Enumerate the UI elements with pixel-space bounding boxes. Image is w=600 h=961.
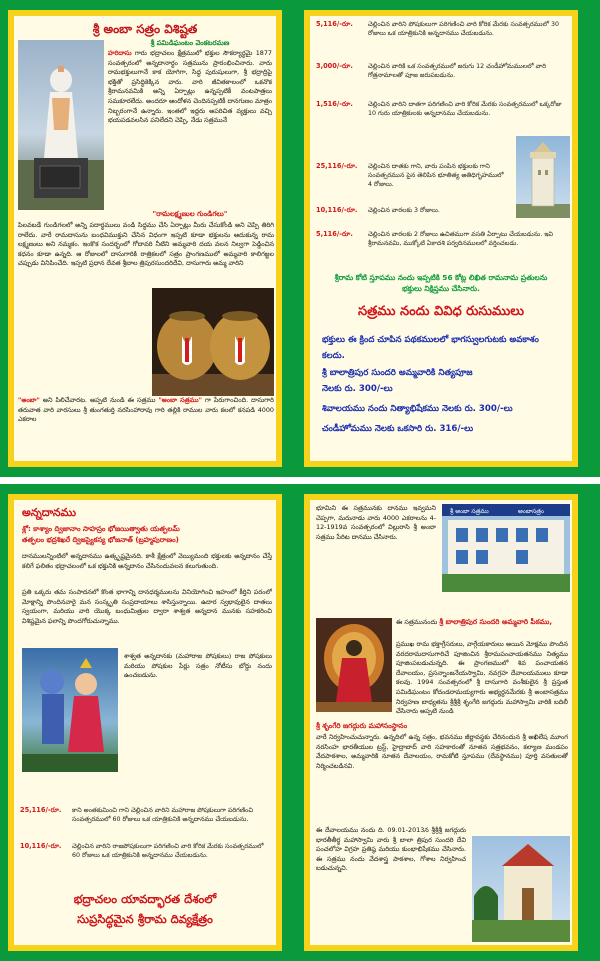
founder-title: హరిదాసు [108,49,132,57]
donation-amount: 5,116/-రూ. [316,20,353,28]
donation-row [310,20,572,50]
history-paragraph-1 [108,49,272,209]
donation-row [310,100,572,130]
history-paragraph-3 [18,302,148,398]
fee-item-nitya-puja-amount: నెలకు రు. 300/-లు [322,384,393,394]
history-text-3b: గా పేరుగాంచింది. దాసుగారి తరువాత వారి వారసులు శ్రీ తుంగతుర్తి నరసింహారావు గారి తల్లికి రాముల వారు కలలో కనపడి 4000 ఎకరాల [18,396,274,424]
rama-koti-note: శ్రీరామ కోటి స్తూపము నందు ఇప్పటికి 56 కోట్ల లిఖిత రామనామ ప్రతులను భక్తులు నిక్షిప్తము చేసినారు. [334,273,548,293]
annadanam-paragraph-2: ప్రతి ఒక్కరు తమ సంపాదనలో కొంత భాగాన్ని దానధర్మములను వినియోగించి ఇహంలో కీర్తిని పరంలో మోక్షాన్ని పొందినవారై మన సంస్కృతి సంప్రదాయాలు శాసిస్తున్నాయి. ఉదార స్వభావులైన దాతలు స్వయంగా, మరియు వారి యొక్క బంధుమిత్రుల ద్వారా శాశ్వత అన్నదాన మునకు సహకరించి విశిష్టమైన ఫలాన్ని పొందగోరుచున్నాము. [22,588,272,625]
fee-item-abhishekam: శివాలయము నందు నిత్యాభిషేకము నెలకు రు. 300/-లు [322,404,513,414]
pots-highlight: "రామలక్ష్మణుల గుండిగలు" [152,210,228,218]
footer-line-2: సుప్రసిద్ధమైన శ్రీరామ దివ్యక్షేత్రం [77,912,213,926]
panel-donation-schemes [304,10,578,467]
temple-illustration [472,836,570,942]
stupa-illustration [516,136,570,218]
new-building-paragraph: వారే నిర్వహించుచున్నారు. ఉన్నదిలో ఉన్న సత్రం, భవనము జీర్ణావస్థకు చేరినందున శ్రీ అఖిలేష మూంగ నరసింహ భారతీయుల ట్రస్ట్, హైద్రాబాద్ వారి సహకారంతో నూతన సత్రభవనం, కల్యాణ మండపం వేదపాఠశాల, అమ్మవారికి నూతన దేవాలయం, రామకోటి స్తూపము (దేవస్థానము) పూర్తి వసతులతో నిర్మించబడినవి. [316,733,568,770]
sloka-line-2: తత్ఫలం భద్రశిఖరే ద్విజస్యైకస్య భోజనాత్ (బ్రహ్మపురాణం) [22,536,179,544]
donation-description: చెల్లించిన వారలకు 3 రోజులు. [368,207,440,214]
donation-amount: 1,516/-రూ. [316,100,353,108]
donation-row [310,206,510,216]
brass-pots-illustration [152,288,274,396]
satram-building-photo [442,504,570,592]
brochure-sheet-bottom [0,484,600,961]
history-text-3a: అని పిలిచేవారట. అప్పటి నుండి ఈ సత్రము [42,396,156,404]
peetham-paragraph: ప్రముఖ రామ భక్తాగ్రేసరులు, వాగ్గేయకారులు అయిన మోక్షము పొందిన వరదరామదాసుగారిచే పూజించిన శ్రీరామపంచాయతనము నిత్యము పూజింపబడుచున్నది. ఈ ప్రాంగణములో శివ పంచాయతన దేవాలయం, ప్రసన్నాంజనేయస్వామి, నవగ్రహ దేవాలయములు కూడా కలవు. 1994 సంవత్సరంలో శ్రీ దాసుగారి వంశీకులైన శ్రీ ప్రస్తుత పమిడిఘంటం కోదండరామయ్యగారు అభ్యర్థనమేరకు శ్రీ అంబాసత్రము నిర్వహణ బాధ్యతను శ్రీశ్రీశ్రీ శృంగేరి జగద్గురు మహాస్వామి వారికి బదిలీ చేసినారు అప్పటి నుండి [396,640,568,716]
annadanam-paragraph-1: దానములన్నింటిలో అన్నదానము ఉత్కృష్టమైనది. కాశీ క్షేత్రంలో వెయ్యిమంది భక్తులకు అన్నదానం చేస్తే కలిగే ఫలితం భద్రాచలంలో ఒక భక్తునికి అన్నదానం చేసినందువలన కలుగుతుంది. [22,552,272,570]
donation-row [310,230,572,254]
sringeri-math-name: శ్రీ శృంగేరి జగద్గురు మహాసంస్థానం [316,722,408,730]
annadanam-title: అన్నదానము [22,506,77,519]
donation-description: చెల్లించిన వారలకు 2 రోజులు ఉచితముగా వసతి ఏర్పాటు చేయబడును. ఇవి శ్రీరామనవమి, ముక్కోటి ఏకాదశి పర్వదినములలో వర్తించబడు. [368,231,554,247]
statue-photo [18,40,104,210]
fee-item-chandi-homam: చండీహోమము నెలకు ఒకసారి రు. 316/-లు [322,424,474,434]
donation-row [14,806,276,836]
donation-row [310,62,572,84]
donation-amount: 25,116/-రూ. [316,162,358,170]
panel-annadanam [8,494,282,951]
stupa-photo [516,136,570,218]
amba-satram-quote: "అంబా సత్రము" [158,396,202,404]
panel-amba-satram-history [8,10,282,467]
donation-amount: 3,000/-రూ. [316,62,353,70]
building-illustration [442,504,570,592]
board-right: అంబాసత్రం [518,508,545,515]
temple-consecration-paragraph: ఈ దేవాలయము నందు ది. 09.01-2013న శ్రీశ్రీశ్రీ జగద్గురు భారతీతీర్థ మహాస్వామి వారు శ్రీ బాలా త్రిపుర సుందరి దేవి పంచలోహ విగ్రహ ప్రతిష్ఠ మరియు కుంభాభిషేకము చేసినారు. ఈ సత్రము నందు వేదశాస్త్ర పాఠశాల, గోశాల నిర్వహించ బడుచున్నవి. [316,826,466,873]
board-left: శ్రీ అంబా సత్రము [450,508,489,515]
history-paragraph-4 [18,396,274,466]
annadanam-paragraph-3: శాశ్వత అన్నదానకు (మహారాజ పోషకులు) రాజ పోషకులు మరియు పోషకుల పేర్లు సత్రం నోటీసు బోర్డు నందు ఉంచబడును. [124,652,272,680]
peetham-lead: ఈ సత్రమునందు [396,618,438,626]
history-paragraph-2: పిలవబడే గుండిగలలో అన్ని పదార్థములు వండి సిద్ధము చేసి ఏర్పాట్లు మీరు చేసుకోండి అని చెప్పి తిరిగి రాలేదు. వారే రామదాసును బంధవిముక్తుని చేసిన విధంగా ఇప్పటి కూడా భక్తులను ఆదుకున్న రామ లక్ష్మణులు అని నమ్మకం. ఇంకొక సందర్భంలో గోదావరి నీటిని అమ్మవారి దయ వలన నిల్వగా పెడ్డించిన కధనం కూడా ఉన్నది. ఆ రోజులలో దాసుగారికి రాత్రికలలో సత్రం ప్రాంగణములో అమ్మవారి కాలిగజ్జల చప్పుడు వినిపించేది. ఇప్పటి ప్రధాన దేవత శ్రీబాల త్రిపురసుందరిదేవి, దాసుగారు అమ్మ వారిని [18,221,274,268]
statue-figure [18,40,104,210]
ammavari-deity-photo [316,618,392,712]
donation-description: చెల్లించిన వారిని రాజపోషకులుగా పరిగణించి వారి కోరిక మేరకు సంవత్సరములో 60 రోజులు ఒక యాత్రికునికి అన్నదానము చేయబడును. [72,843,264,859]
land-donation-paragraph: భూమిని ఈ సత్రమునకు దానము ఇవ్వమని చెప్పగా, మరునాడు వారు 4000 ఎకరాలను 4-12-1919వ సంవత్సరంలో విల్లురాసి శ్రీ అంబా సత్రము పేరిట దానము చేసినారు. [316,504,436,541]
brochure-sheet-top [0,0,600,477]
amba-quote: "అంబా" [18,396,40,404]
sringeri-math-line [316,722,568,732]
donation-row [310,162,510,192]
donation-amount: 10,116/-రూ. [20,842,62,850]
fees-heading: సత్రము నందు వివిధ రుసుములు [358,304,524,319]
history-text-1: గారు భద్రాచలం క్షేత్రములో భక్తుల సౌకర్యార్థమై 1877 సంవత్సరంలో అన్నదానార్థం సత్రమును ప్రారంభించినారు. వారు రామభక్తులుగానే కాక యోగిగా, సిద్ధ పురుషులుగా, శ్రీ భద్రాద్రిపై భక్తితో ప్రసిద్ధికెక్కిన వారు. వారి జీవితకాలంలో ఒకనొక శ్రీరామనవమికి అన్ని ఏర్పాట్లు ఉన్నప్పటికీ వంటపాత్రలు సమకూరలేదు. అందరూ ఆందోళన చెందినప్పటికీ దానగుణం మాత్రం నిబ్బరంగానే ఉన్నారు. ఇంతలో ఇద్దరు అపరిచిత వ్యక్తులు వచ్చి భయపడవలసిన పనిలేదని చెప్పి, నేడు సత్రమునే [108,49,272,125]
page-title: శ్రీ అంబా సత్రం విశిష్టత [92,22,198,36]
ammavari-illustration [316,618,392,712]
footer-line-1: భద్రాచలం యావద్భారత దేశంలో [73,892,217,906]
sloka-label: శ్లో: [22,525,31,533]
deity-illustration [22,648,118,772]
donation-description: చెల్లించిన వారికి ఒక సంవత్సరములో జరుగు 12 చండీహోమములలో వారి గోత్రనామాలతో పూజ జరుపబడును. [368,63,546,79]
donation-row [14,842,276,872]
donation-description: చెల్లించిన దాతకు గాని, వారు పంపిన భక్తులకు గాని సంవత్సరమున పైన తెలిపిన భూతిత్య అతిధిగృహములో 4 రోజులు. [368,163,504,188]
donation-description: చెల్లించిన వారిని దాతగా పరిగణించి వారి కోరిక మేరకు సంవత్సరములో ఒక్కరోజు 10 గురు యాత్రికులకు అన్నదానము చేయబడును. [368,101,562,117]
donation-description: చెల్లించిన వారిని పోషకులుగా పరిగణించి వారి కోరిక మేరకు సంవత్సరములో 30 రోజులు ఒక యాత్రికునికి అన్నదానము చేయబడును. [368,21,559,37]
sloka [22,524,272,546]
peetham-name: శ్రీ బాలాత్రిపుర సుందరి అమ్మవారి పీఠము, [439,618,553,626]
donation-amount: 25,116/-రూ. [20,806,62,814]
sloka-line-1: కాశ్యాం ద్విజానాం సాహస్రం భోజయిత్వాతు యత్ఫలమ్ [33,525,180,533]
donation-amount: 5,116/-రూ. [316,230,353,238]
brass-pots-photo [152,288,274,396]
fee-item-nitya-puja: శ్రీ బాలాత్రిపుర సుందరి అమ్మవారికి నిత్యపూజ [322,368,473,378]
deity-painting [22,648,118,772]
panel-satram-land [304,494,578,951]
donation-amount: 10,116/-రూ. [316,206,358,214]
donation-description: కాని అంతకుమించి గాని చెల్లించిన వారిని మహారాజ పోషకులుగా పరిగణించి సంవత్సరములో 60 రోజులు ఒక యాత్రికునికి అన్నదానము చేయబడును. [72,807,254,823]
founder-name: శ్రీ పమిడిఘంటం వెంకటరమణ [150,39,230,47]
temple-photo [472,836,570,942]
fees-intro: భక్తులు ఈ క్రింద చూపిన పథకములలో భాగస్వులగుటకు అవకాశం కలదు. [322,335,539,361]
